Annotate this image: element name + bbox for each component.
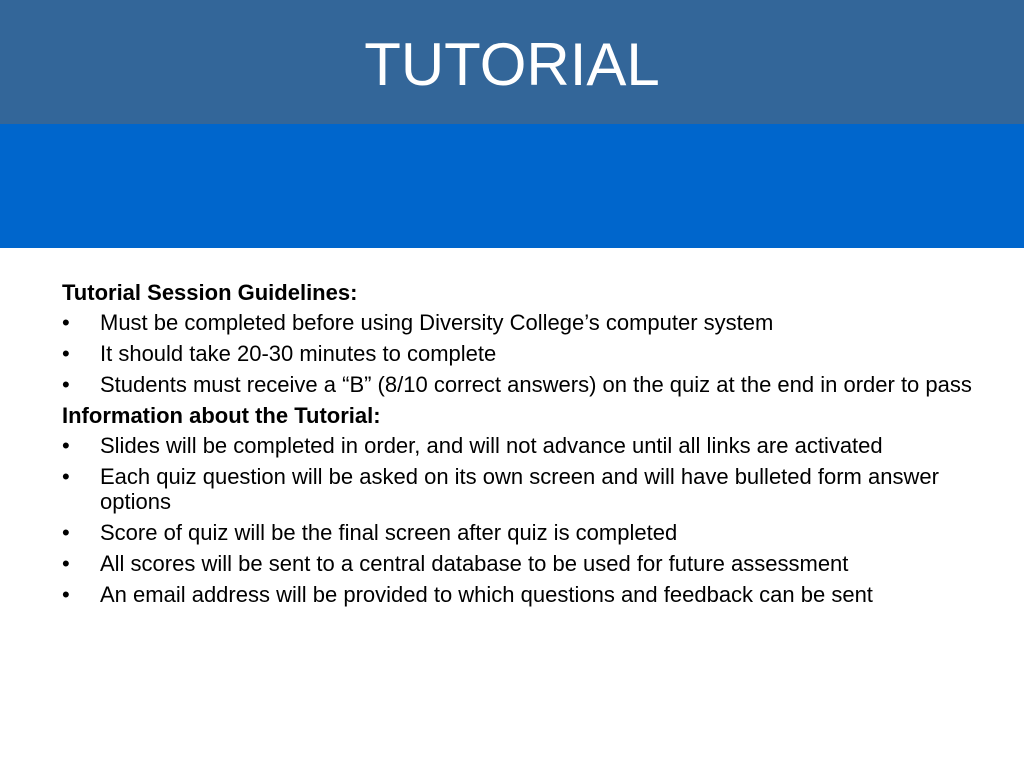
bullet-icon: •	[62, 582, 70, 607]
guidelines-list	[62, 310, 972, 397]
list-item	[62, 372, 972, 397]
list-item-text: Must be completed before using Diversity College’s computer system	[100, 310, 774, 335]
information-list	[62, 433, 972, 607]
list-item	[62, 551, 972, 576]
bullet-icon: •	[62, 520, 70, 545]
list-item-text: Students must receive a “B” (8/10 correct answers) on the quiz at the end in order to pass	[100, 372, 972, 397]
list-item	[62, 433, 972, 458]
bullet-icon: •	[62, 372, 70, 397]
accent-band	[0, 124, 1024, 248]
list-item-text: An email address will be provided to which questions and feedback can be sent	[100, 582, 873, 607]
slide-content	[62, 280, 972, 613]
list-item-text: All scores will be sent to a central database to be used for future assessment	[100, 551, 849, 576]
title-band	[0, 0, 1024, 124]
list-item-text: Score of quiz will be the final screen after quiz is completed	[100, 520, 678, 545]
bullet-icon: •	[62, 464, 70, 489]
section-heading-information: Information about the Tutorial:	[62, 403, 381, 428]
bullet-icon: •	[62, 551, 70, 576]
bullet-icon: •	[62, 433, 70, 458]
bullet-icon: •	[62, 310, 70, 335]
list-item	[62, 310, 972, 335]
slide-title: TUTORIAL	[364, 31, 660, 98]
section-heading-guidelines: Tutorial Session Guidelines:	[62, 280, 358, 305]
bullet-icon: •	[62, 341, 70, 366]
list-item	[62, 520, 972, 545]
list-item-text: Each quiz question will be asked on its own screen and will have bulleted form answer options	[100, 464, 939, 514]
list-item-text: It should take 20-30 minutes to complete	[100, 341, 497, 366]
list-item-text: Slides will be completed in order, and will not advance until all links are activated	[100, 433, 883, 458]
list-item	[62, 464, 972, 514]
list-item	[62, 582, 972, 607]
list-item	[62, 341, 972, 366]
